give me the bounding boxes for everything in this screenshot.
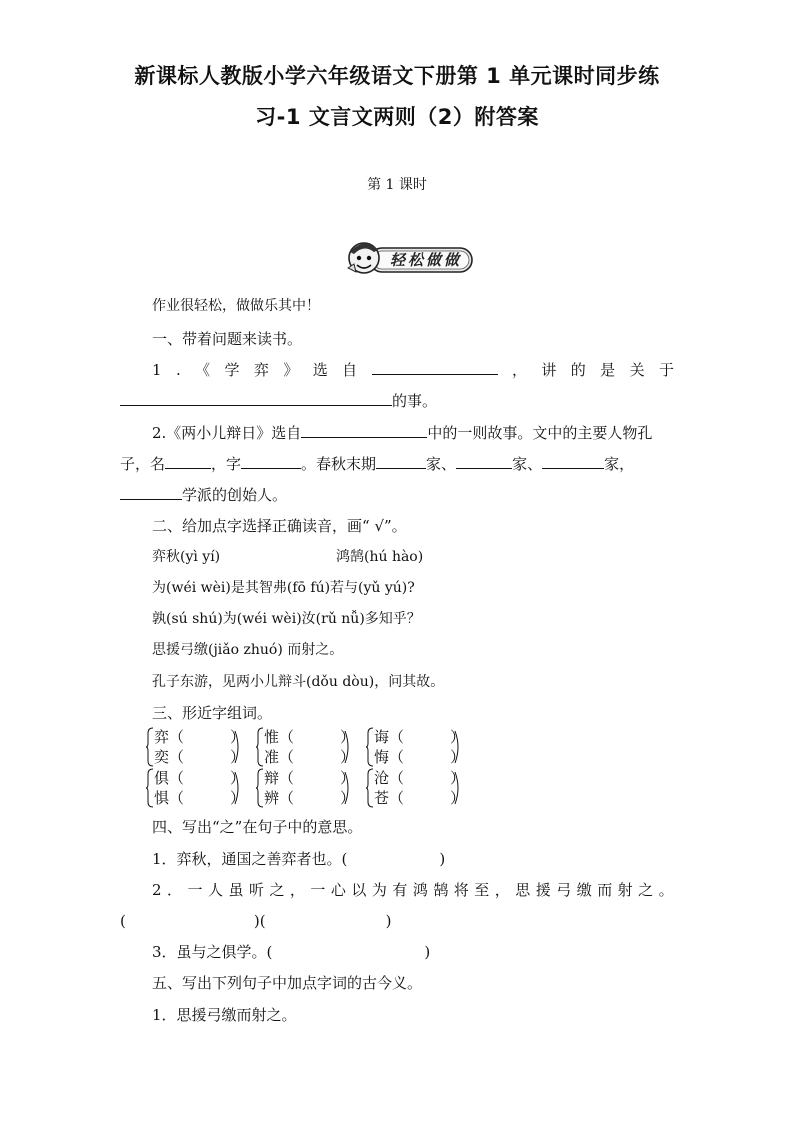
section4-q2-answers — [120, 911, 391, 931]
q2-blank-role-3[interactable] — [542, 454, 604, 469]
section1-heading: 一、带着问题来读书。 — [152, 330, 303, 348]
intro-text: 作业很轻松，做做乐其中！ — [152, 298, 320, 314]
word-prompt: 奕（ — [154, 748, 185, 766]
q1-end-text: 的事。 — [392, 392, 438, 410]
s4-q2-char: 人 — [207, 881, 223, 899]
q1-char: 关 — [629, 361, 645, 379]
word-group-6 — [366, 768, 466, 808]
s4-q2-char: ． — [167, 881, 183, 899]
word-prompt: 辩（ — [264, 769, 295, 787]
s4-q2-char: 虽 — [228, 881, 244, 899]
close-paren: ） — [230, 748, 246, 766]
s4-q2-char: 将 — [453, 881, 469, 899]
word-prompt: 惟（ — [264, 728, 295, 746]
q2-text-b: 中的一则故事。文中的主要人物孔 — [427, 424, 653, 442]
word-prompt: 弈（ — [154, 728, 185, 746]
word-group-3 — [366, 727, 466, 767]
badge-text: 轻松做做 — [389, 251, 462, 269]
q1-blank-topic[interactable] — [120, 391, 392, 406]
s4-q2-char: 思 — [515, 881, 531, 899]
word-prompt: 苍（ — [374, 789, 405, 807]
section5-heading: 五、写出下列句子中加点字词的古今义。 — [152, 974, 423, 992]
easy-practice-badge — [344, 238, 474, 278]
q1-char: . — [175, 361, 181, 379]
q1-char: 选 — [312, 361, 328, 379]
s4-q2-char: 之 — [269, 881, 285, 899]
q2-blank-school[interactable] — [120, 485, 182, 500]
section1-q2-line2 — [120, 454, 634, 474]
q2-text-c1: 子，名 — [120, 455, 166, 473]
q2-text-c2: ，字 — [211, 455, 242, 473]
q1-char: 自 — [342, 361, 358, 379]
right-paren-icon — [454, 727, 462, 767]
left-brace-icon — [366, 727, 374, 767]
right-paren-icon — [234, 727, 242, 767]
q1-char: 弈 — [253, 361, 269, 379]
section4-q3 — [152, 942, 430, 962]
s4-q2-char: 而 — [597, 881, 613, 899]
left-brace-icon — [256, 727, 264, 767]
word-group-2 — [256, 727, 356, 767]
s4-q2-char: 。 — [658, 881, 674, 899]
q1-char: 于 — [658, 361, 674, 379]
right-paren-icon — [454, 768, 462, 808]
q2-blank-courtesy-name[interactable] — [241, 454, 301, 469]
word-group-5 — [256, 768, 356, 808]
pron-item: 鸿鹄(hú hào) — [336, 549, 424, 565]
section5-q1: 1．思援弓缴而射之。 — [152, 1006, 297, 1024]
pron-item: 孔子东游，见两小儿辩斗(dǒu dòu)，问其故。 — [152, 674, 445, 690]
s4-q2-char: 至 — [474, 881, 490, 899]
close-paren: ） — [340, 728, 356, 746]
section1-q1 — [152, 360, 674, 380]
close-paren: ） — [450, 728, 466, 746]
s4-q2-char: ， — [494, 881, 510, 899]
section4-heading: 四、写出“之”在句子中的意思。 — [152, 818, 363, 836]
q1-char: 1 — [152, 361, 162, 379]
close-paren: ） — [450, 769, 466, 787]
s4-q2-char: 援 — [535, 881, 551, 899]
s4-q2-char: 缴 — [576, 881, 592, 899]
q1-comma: ， — [511, 361, 527, 379]
section1-q2-line3 — [120, 485, 287, 505]
q2-blank-role-1[interactable] — [376, 454, 426, 469]
s4-q2-char: 为 — [371, 881, 387, 899]
word-prompt: 俱（ — [154, 769, 185, 787]
s4-q3-text: 3．虽与之俱学。( — [152, 943, 273, 961]
s4-q2-char: 射 — [617, 881, 633, 899]
close-paren: ） — [450, 789, 466, 807]
word-prompt: 准（ — [264, 748, 295, 766]
right-paren-icon — [344, 768, 352, 808]
q2-blank-book[interactable] — [301, 423, 427, 438]
pron-item: 为(wéi wèi)是其智弗(fō fú)若与(yǔ yú)? — [152, 580, 415, 596]
title-line-2: 习-1 文言文两则（2）附答案 — [255, 105, 539, 129]
s4-q2-char: 一 — [187, 881, 203, 899]
s4-q2-char: 弓 — [556, 881, 572, 899]
s4-q2-open: ( — [120, 912, 126, 930]
close-paren: ） — [230, 728, 246, 746]
q1-char: 《 — [195, 361, 211, 379]
s4-q2-close: ) — [385, 912, 392, 930]
right-paren-icon — [344, 727, 352, 767]
word-prompt: 惧（ — [154, 789, 185, 807]
left-brace-icon — [146, 768, 154, 808]
s4-q2-char: 心 — [330, 881, 346, 899]
left-brace-icon — [366, 768, 374, 808]
s4-q3-close: ) — [424, 943, 431, 961]
close-paren: ） — [340, 748, 356, 766]
section1-q2-line1 — [152, 423, 652, 443]
s4-q2-char: 以 — [351, 881, 367, 899]
s4-q1-text: 1．弈秋，通国之善弈者也。( — [152, 850, 348, 868]
q2-text-d: 学派的创始人。 — [182, 486, 288, 504]
s4-q2-char: 听 — [248, 881, 264, 899]
section4-q1 — [152, 849, 445, 869]
close-paren: ） — [450, 748, 466, 766]
q1-blank-source[interactable] — [372, 360, 498, 375]
s4-q2-char: ， — [289, 881, 305, 899]
s4-q1-close: ) — [439, 850, 446, 868]
word-prompt: 沧（ — [374, 769, 405, 787]
q2-blank-name[interactable] — [165, 454, 211, 469]
s4-q2-char: 一 — [310, 881, 326, 899]
q2-text-c5: 家、 — [512, 455, 543, 473]
lesson-label: 第 1 课时 — [367, 177, 427, 193]
word-prompt: 悔（ — [374, 748, 405, 766]
title-line-1: 新课标人教版小学六年级语文下册第 1 单元课时同步练 — [134, 64, 660, 88]
s4-q2-char: 鹄 — [433, 881, 449, 899]
q1-char: 学 — [224, 361, 240, 379]
close-paren: ） — [340, 789, 356, 807]
section4-q2 — [152, 880, 674, 900]
section3-heading: 三、形近字组词。 — [152, 704, 273, 722]
close-paren: ） — [230, 769, 246, 787]
s4-q2-mid: )( — [253, 912, 266, 930]
word-prompt: 诲（ — [374, 728, 405, 746]
pron-item: 弈秋(yì yí) — [152, 549, 221, 565]
q1-char: 》 — [283, 361, 299, 379]
close-paren: ） — [340, 769, 356, 787]
q2-blank-role-2[interactable] — [456, 454, 512, 469]
s4-q2-char: 2 — [152, 881, 162, 899]
q2-text-c4: 家、 — [426, 455, 457, 473]
right-paren-icon — [234, 768, 242, 808]
left-brace-icon — [146, 727, 154, 767]
word-prompt: 辨（ — [264, 789, 295, 807]
q2-text-c6: 家， — [604, 455, 635, 473]
q2-text-c3: 。春秋末期 — [301, 455, 377, 473]
q1-char: 讲 — [541, 361, 557, 379]
word-group-1 — [146, 727, 246, 767]
close-paren: ） — [230, 789, 246, 807]
s4-q2-char: 有 — [392, 881, 408, 899]
pron-item: 思援弓缴(jiǎo zhuó) 而射之。 — [152, 642, 344, 658]
section2-heading: 二、给加点字选择正确读音，画“ √”。 — [152, 517, 407, 535]
q1-char: 是 — [600, 361, 616, 379]
section1-q1-continued — [120, 391, 437, 411]
left-brace-icon — [256, 768, 264, 808]
s4-q2-char: 之 — [638, 881, 654, 899]
q2-text-a: 2.《两小儿辩日》选自 — [152, 424, 302, 442]
pron-item: 孰(sú shú)为(wéi wèi)汝(rǔ nǚ)多知乎？ — [152, 611, 421, 627]
s4-q2-char: 鸿 — [412, 881, 428, 899]
word-group-4 — [146, 768, 246, 808]
q1-char: 的 — [570, 361, 586, 379]
